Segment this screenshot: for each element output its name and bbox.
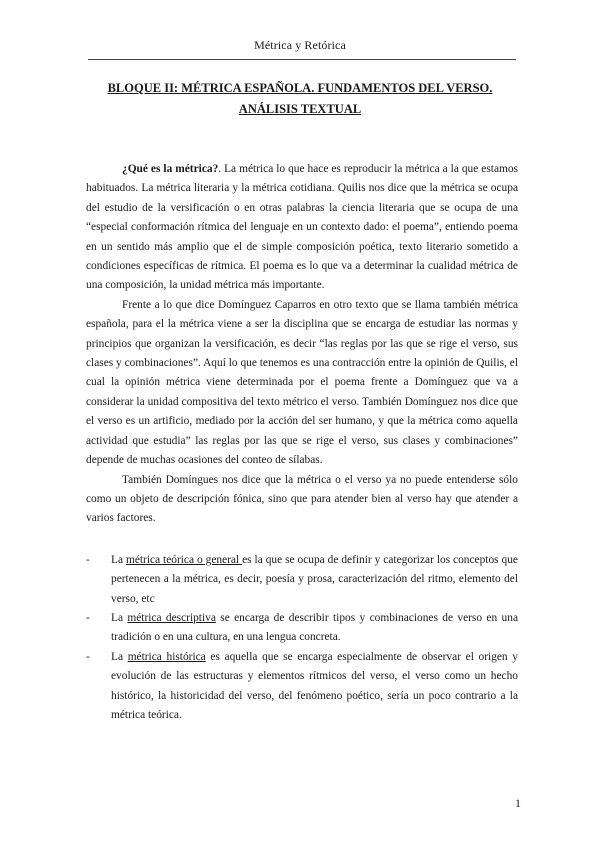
- paragraph-1-text: . La métrica lo que hace es reproducir la métrica a la que estamos habituados. La métrica literaria y la métrica cotidiana. Quilis nos dice que la métrica se ocupa del estudio de la versificación o en otras palabras la ciencia literaria que se ocupa de una “especial conformación rítmica del lenguaje en un contexto dado: el poema”, entiendo poema en un sentido más amplio que el de simple composición poética, texto literario sometido a condiciones específicas de rítmica. El poema es lo que va a determinar la cualidad métrica de una composición, la unidad métrica más importante.: [86, 163, 518, 292]
- list-item: [86, 551, 518, 609]
- metric-types-list: [86, 551, 518, 726]
- list-dash: -: [86, 611, 90, 624]
- document-body: [86, 160, 518, 725]
- list-item: [86, 648, 518, 726]
- list-item-prefix: La: [111, 650, 128, 663]
- list-item-text: es la que se ocupa de definir y categorizar los conceptos que pertenecen a la métrica, es decir, poesía y prosa, caracterización del ritmo, elemento del verso, etc: [111, 553, 518, 605]
- list-item-prefix: La: [111, 611, 128, 624]
- section-title: BLOQUE II: MÉTRICA ESPAÑOLA. FUNDAMENTOS DEL VERSO. ANÁLISIS TEXTUAL: [107, 81, 493, 116]
- list-dash: -: [86, 650, 90, 663]
- list-item-text: es aquella que se encarga especialmente de observar el origen y evolución de las estructuras y elementos rítmicos del verso, el verso como un hecho histórico, la historicidad del verso, del fenómeno poético, sería un poco contrario a la métrica teórica.: [111, 650, 518, 721]
- paragraph-3: También Domíngues nos dice que la métrica o el verso ya no puede entenderse sólo como un objeto de descripción fónica, sino que para atender bien al verso hay que atender a varios factores.: [86, 473, 518, 525]
- paragraph-2: Frente a lo que dice Domínguez Caparros en otro texto que se llama también métrica española, para el la métrica viene a ser la disciplina que se encarga de estudiar las normas y principios que organizan la versificación, es decir “las reglas por las que se rige el verso, sus clases y combinaciones”. Aquí lo que tenemos es una contracción entre la opinión de Quilis, el cual la opinión métrica viene determinada por el poema frente a Domínguez que va a considerar la unidad compositiva del texto métrico el verso. También Domínguez nos dice que el verso es un artificio, mediado por la acción del ser humano, y que la métrica como aquella actividad que estudia” las reglas por las que se rige el verso, sus clases y combinaciones” depende de muchas ocasiones del conteo de sílabas.: [86, 298, 518, 467]
- list-item: [86, 609, 518, 648]
- list-item-prefix: La: [111, 553, 126, 566]
- paragraph-1-lead: ¿Qué es la métrica?: [122, 163, 219, 175]
- list-item-term: métrica teórica o general: [125, 553, 243, 566]
- running-header: Métrica y Retórica: [254, 38, 346, 52]
- paragraph-1: [86, 160, 518, 296]
- page-number: 1: [515, 796, 521, 810]
- list-dash: -: [86, 553, 90, 566]
- list-item-text: se encarga de describir tipos y combinaciones de verso en una tradición o en una cultura, en una lengua concreta.: [111, 611, 518, 644]
- list-item-term: métrica descriptiva: [127, 611, 216, 624]
- header-divider: [88, 59, 516, 60]
- list-item-term: métrica histórica: [127, 650, 206, 663]
